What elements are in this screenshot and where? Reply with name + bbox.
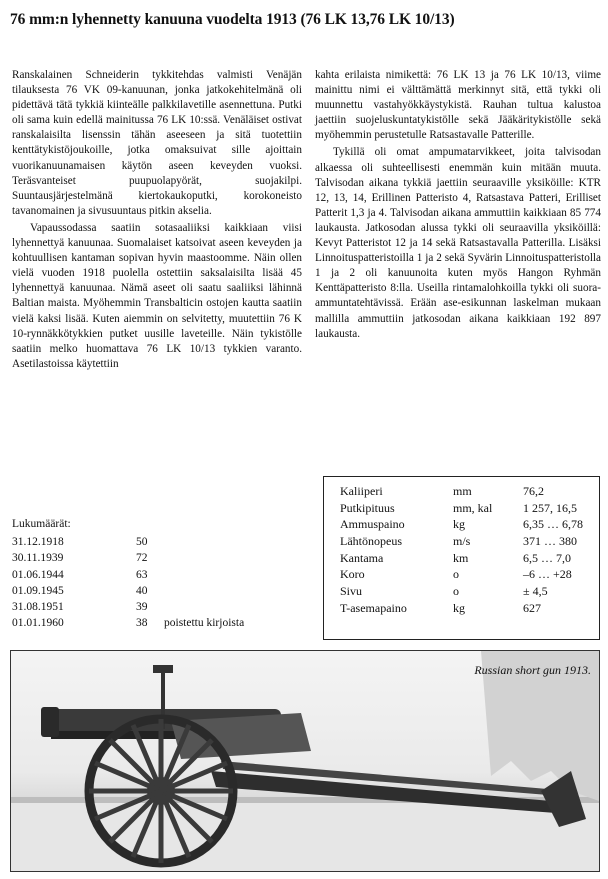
count-value: 63 <box>136 568 148 581</box>
page-title: 76 mm:n lyhennetty kanuuna vuodelta 1913 (76 LK 13,76 LK 10/13) <box>10 11 455 28</box>
spec-row <box>340 551 583 568</box>
count-value: 39 <box>136 601 148 614</box>
spec-row <box>340 584 583 601</box>
counts-row <box>12 552 244 568</box>
spec-label: Koro <box>340 567 365 582</box>
counts-table <box>12 536 244 634</box>
spec-unit: m/s <box>453 534 471 549</box>
count-note: poistettu kirjoista <box>164 617 245 630</box>
spec-row <box>340 601 583 618</box>
spec-label: Ammuspaino <box>340 517 405 532</box>
count-value: 72 <box>136 552 148 565</box>
spec-unit: o <box>453 584 459 599</box>
spec-row <box>340 567 583 584</box>
spec-row <box>340 501 583 518</box>
count-note <box>164 536 244 552</box>
right-paragraph-2: Tykillä oli omat ampumatarvikkeet, joita talvisodan alkaessa oli suhteellisesti enemmän kuin mitään muuta. Talvisodan aikana tykkiä jaettiin seuraaville yksiköille: KTR 12, 13, 14, Erillinen Patteristo 4, Ratsastava Patteri, Erilliset Patterit 1,3 ja 4. Talvisodan aikana ammuttiin kaikkiaan 85 774 laukausta. Jatkosodan alussa tykki oli seuraavilla yksiköillä: Kevyt Patteristot 12 ja 14 sekä Ratsastavalla Patterilla. Lisäksi Linnoituspatteristoilla 1 ja 2 sekä Syvärin Linnoituspatteristolla 1 ja 2 oli kanuunoita kuten myös Hangon Ryhmän Kenttäpatteristo 8:lla. Useilla rintamalohkoilla tykki oli suora-ammuntatehtävissä. Erään ase-esikunnan laskelman mukaan mallilla ammuttiin jatkosodan aikana kaikkiaan 192 897 laukausta. <box>315 146 601 340</box>
spec-value: 6,5 … 7,0 <box>523 550 571 565</box>
spec-value: ± 4,5 <box>523 584 548 599</box>
spec-value: –6 … +28 <box>523 567 572 582</box>
cannon-photo <box>10 650 600 872</box>
count-note <box>164 601 244 617</box>
spec-value: 76,2 <box>523 484 544 498</box>
spec-unit: mm <box>453 484 472 498</box>
spec-label: Lähtönopeus <box>340 534 402 549</box>
count-note <box>164 552 244 568</box>
left-paragraph-2: Vapaussodassa saatiin sotasaaliiksi kaikkiaan viisi lyhennettyä kanuunaa. Suomalaiset katsoivat aseen keveyden ja kohtuullisen kantaman sopivan hyvin maastoomme. Näin ollen vielä vuoden 1918 puolella ostettiin saksalaisilta lisää 45 lyhennettyä kanuunaa. Nämä aseet oli saatu saaliiksi lähinnä Baltian maista. Myöhemmin Transbalticin ostojen kautta saatiin vielä kaksi lisää. Kuten aiemmin on selvitetty, muutettiin 76 K 10-rynnäkkötykkien putket uusille laveteille. Näin tykistölle saatiin melko huomattava 76 LK 10/13 tykkien varanto. Asetilastoissa käytettiin <box>12 221 302 370</box>
counts-row <box>12 536 244 552</box>
spec-value: 627 <box>523 600 541 615</box>
spec-unit: km <box>453 550 469 565</box>
counts-row <box>12 569 244 585</box>
count-date: 01.09.1945 <box>12 584 64 597</box>
spec-label: Kantama <box>340 550 384 565</box>
spec-label: Kaliiperi <box>340 484 383 498</box>
spec-value: 1 257, 16,5 <box>523 500 577 515</box>
photo-caption: Russian short gun 1913. <box>474 663 591 677</box>
spec-value: 6,35 … 6,78 <box>523 517 583 532</box>
spec-unit: o <box>453 567 459 582</box>
specs-table <box>340 484 583 618</box>
counts-row <box>12 617 244 633</box>
spec-row <box>340 517 583 534</box>
count-value: 40 <box>136 584 148 597</box>
spec-label: T-asemapaino <box>340 600 407 615</box>
spec-unit: kg <box>453 600 465 615</box>
counts-row <box>12 585 244 601</box>
count-note <box>164 569 244 585</box>
spec-row <box>340 534 583 551</box>
spec-row <box>340 484 583 501</box>
count-date: 01.06.1944 <box>12 568 64 581</box>
count-date: 01.01.1960 <box>12 617 64 630</box>
spec-label: Putkipituus <box>340 500 395 515</box>
cannon-illustration <box>11 651 599 871</box>
counts-heading: Lukumäärät: <box>12 518 71 530</box>
spec-value: 371 … 380 <box>523 534 577 549</box>
spec-label: Sivu <box>340 584 363 599</box>
count-note <box>164 585 244 601</box>
count-date: 31.08.1951 <box>12 601 64 614</box>
count-value: 50 <box>136 536 148 548</box>
count-date: 30.11.1939 <box>12 552 64 565</box>
right-column <box>315 68 601 342</box>
spec-unit: mm, kal <box>453 500 493 515</box>
spec-unit: kg <box>453 517 465 532</box>
count-value: 38 <box>136 617 148 630</box>
right-paragraph-1: kahta erilaista nimikettä: 76 LK 13 ja 76 LK 10/13, viime mainittu nimi ei välttämättä merkinnyt sitä, että tykki oli muunnettu vastahyökkäystykistä. Rauhan tultua kalustoa jaettiin suojeluskuntatykistölle sekä Jääkäritykistölle sekä myöhemmin perustetulle Ratsastavalle Patterille. <box>315 69 601 142</box>
left-column <box>12 68 302 372</box>
left-paragraph-1: Ranskalainen Schneiderin tykkitehdas valmisti Venäjän tilauksesta 76 VK 09-kanuunan, jonka jatkokehitelmänä oli pidettävä tätä tykkiä kiinteälle palkkilavetille asennettuna. Putki oli sama kuin edellä mainitussa 76 LK 10:ssä. Venäläiset ostivat ranskalaisilta lisenssin tähän aseeseen ja sitä tuotettiin kenttätykistöjoukoille, jotka omaksuivat sille ajoittain vuorikanuunamaisen käytön aseen keveyden vuoksi. Teräsvanteiset puupuolapyörät, suojakilpi. Suuntausjärjestelmänä kiertokaukoputki, korokoneisto tavanomainen ja sivusuuntaus pitkin akselia. <box>12 69 302 217</box>
counts-row <box>12 601 244 617</box>
count-date: 31.12.1918 <box>12 536 64 548</box>
